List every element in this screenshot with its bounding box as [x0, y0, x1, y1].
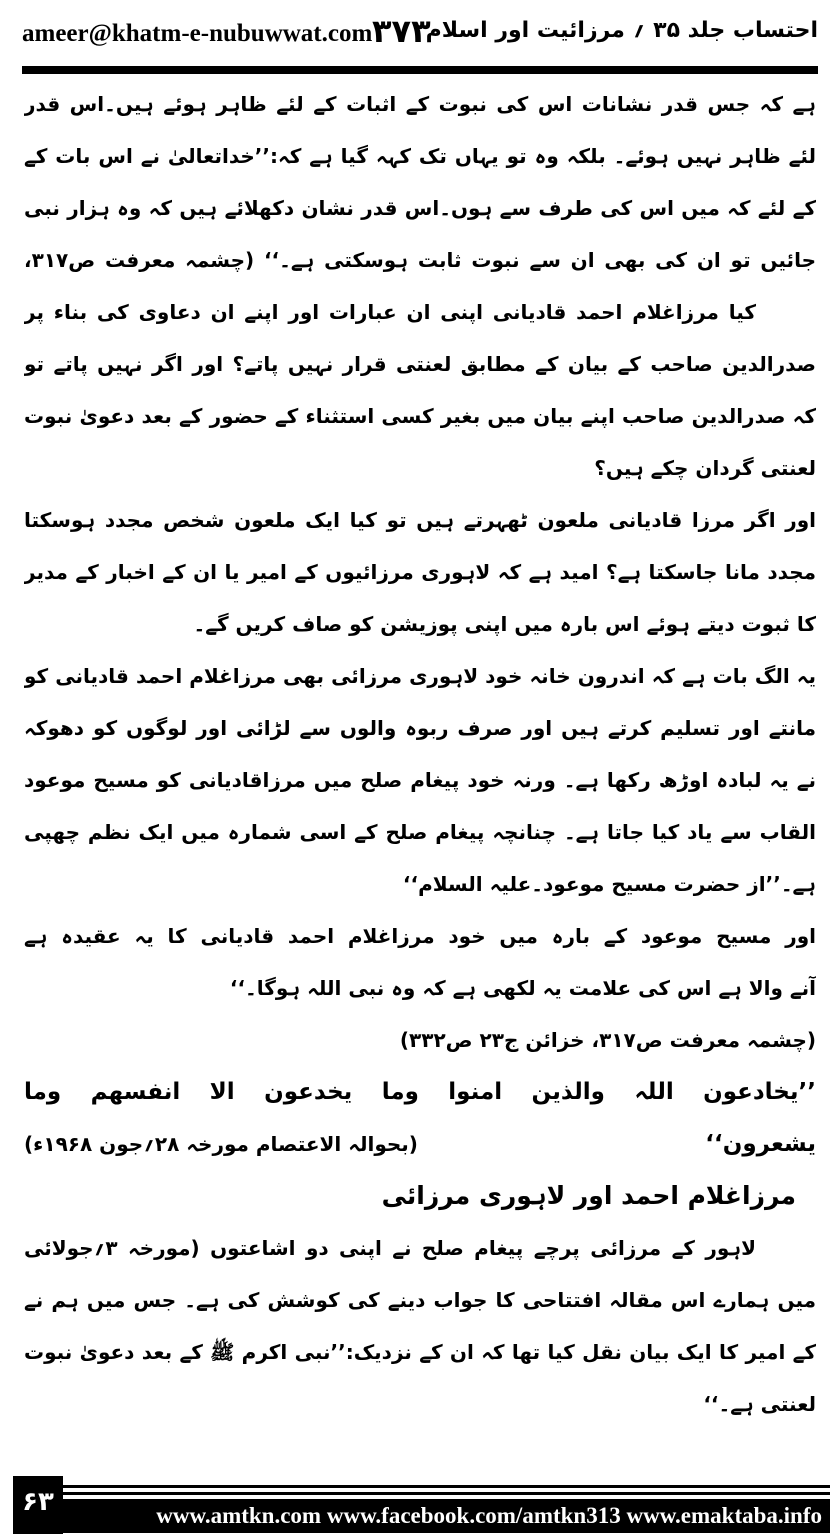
text-line: اور مسیح موعود کے بارہ میں خود مرزاغلام احمد قادیانی کا یہ عقیدہ ہے: [24, 924, 816, 948]
arabic-verse-end: یشعرون‘‘: [705, 1131, 816, 1157]
footer-websites: www.amtkn.com www.facebook.com/amtkn313 www.emaktaba.info: [63, 1499, 830, 1533]
text-line: کے امیر کا ایک بیان نقل کیا تھا کہ ان کے نزدیک:’’نبی اکرم ﷺ کے بعد دعویٰ نبوت: [24, 1340, 816, 1364]
text-line: کا ثبوت دیتے ہوئے اس بارہ میں اپنی پوزیشن کو صاف کریں گے۔: [193, 612, 816, 636]
text-line: یہ الگ بات ہے کہ اندرون خانہ خود لاہوری مرزائی بھی مرزاغلام احمد قادیانی کو: [24, 664, 816, 688]
verse-end-line: [24, 1118, 816, 1170]
page-body: [24, 78, 816, 1430]
text-line: لعنتی ہے۔‘‘: [703, 1392, 816, 1416]
citation: (چشمہ معرفت ص۳۱۷، خزائن ج۲۳ ص۳۳۲): [399, 1028, 816, 1052]
text-line: ہے کہ جس قدر نشانات اس کی نبوت کے اثبات کے لئے ظاہر ہوئے ہیں۔اس قدر: [24, 92, 816, 116]
text-line: آنے والا ہے اس کی علامت یہ لکھی ہے کہ وہ نبی اللہ ہوگا۔‘‘: [229, 976, 816, 1000]
text-line: نے یہ لبادہ اوڑھ رکھا ہے۔ ورنہ خود پیغام صلح میں مرزاقادیانی کو مسیح موعود: [24, 768, 816, 792]
text-line: لعنتی گردان چکے ہیں؟: [594, 456, 816, 480]
text-line: لئے ظاہر نہیں ہوئے۔ بلکہ وہ تو یہاں تک کہہ گیا ہے کہ:’’خداتعالیٰ نے اس بات کے: [24, 144, 816, 168]
text-line: جائیں تو ان کی بھی ان سے نبوت ثابت ہوسکتی ہے۔‘‘ (چشمہ معرفت ص۳۱۷،: [24, 248, 816, 272]
footer-rule: [63, 1485, 830, 1488]
header-book-title: احتساب جلد ۳۵ ؍ مرزائیت اور اسلام: [425, 18, 818, 43]
text-line: میں ہمارے اس مقالہ افتتاحی کا جواب دینے کی کوشش کی ہے۔ جس میں ہم نے: [24, 1288, 816, 1312]
text-line: کیا مرزاغلام احمد قادیانی اپنی ان عبارات اور اپنے ان دعاوی کی بناء پر: [24, 300, 756, 324]
header-rule: [22, 66, 818, 74]
arabic-verse: ’’یخادعون اللہ والذین امنوا وما یخدعون الا انفسهم وما: [24, 1079, 816, 1105]
footer-page-number: ۶۳: [13, 1476, 63, 1534]
page-header: [22, 12, 818, 60]
section-heading: مرزاغلام احمد اور لاہوری مرزائی: [381, 1181, 796, 1210]
text-line: مانتے اور تسلیم کرتے ہیں اور صرف ربوہ والوں سے لڑائی اور لوگوں کو دھوکہ: [24, 716, 816, 740]
text-line: کہ صدرالدین صاحب اپنے بیان میں بغیر کسی استثناء کے حضور کے بعد دعویٰ نبوت: [24, 404, 816, 428]
text-line: کے لئے کہ میں اس کی طرف سے ہوں۔اس قدر نشان دکھلائے ہیں کہ وہ ہزار نبی: [24, 196, 816, 220]
text-line: ہے۔’’از حضرت مسیح موعود۔علیہ السلام‘‘: [402, 872, 816, 896]
text-line: القاب سے یاد کیا جاتا ہے۔ چنانچہ پیغام صلح کے اسی شمارہ میں ایک نظم چھپی: [24, 820, 816, 844]
header-email: ameer@khatm-e-nubuwwat.com: [22, 20, 373, 47]
citation: (بحوالہ الاعتصام مورخہ ۲۸؍جون ۱۹۶۸ء): [24, 1132, 418, 1156]
header-page-number: ۳۷۳: [372, 12, 431, 50]
text-line: صدرالدین صاحب کے بیان کے مطابق لعنتی قرار نہیں پاتے؟ اور اگر نہیں پاتے تو: [24, 352, 816, 376]
text-line: اور اگر مرزا قادیانی ملعون ٹھہرتے ہیں تو کیا ایک ملعون شخص مجدد ہوسکتا: [24, 508, 816, 532]
footer-rule: [63, 1492, 830, 1495]
text-line: لاہور کے مرزائی پرچے پیغام صلح نے اپنی دو اشاعتوں (مورخہ ۳؍جولائی: [24, 1236, 756, 1260]
text-line: مجدد مانا جاسکتا ہے؟ امید ہے کہ لاہوری مرزائیوں کے امیر یا ان کے اخبار کے مدیر: [24, 560, 816, 584]
